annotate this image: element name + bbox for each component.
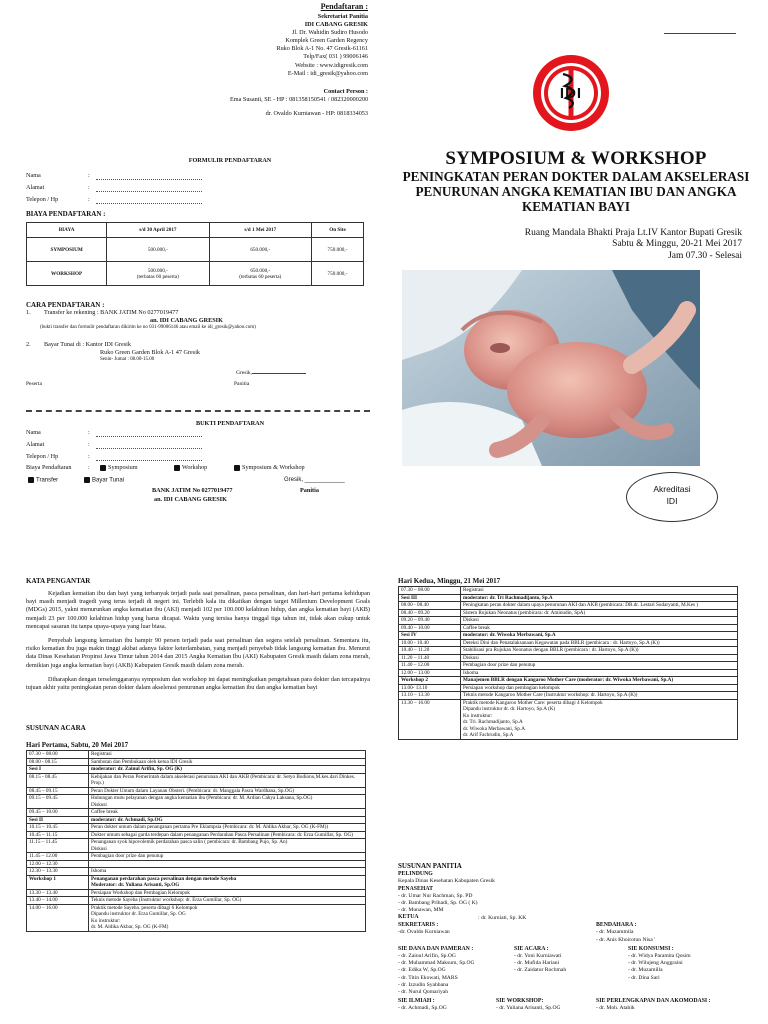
checkbox-icon[interactable]	[84, 477, 90, 483]
role-member: - dr. Edika W, Sp.OG	[398, 967, 446, 974]
field-label: Alamat	[26, 440, 45, 448]
schedule-time: 10.45 – 11.15	[27, 831, 89, 839]
checkbox-icon[interactable]	[28, 477, 34, 483]
proof-fee-options: Biaya Pendaftaran : Symposium Workshop Symposium & Workshop	[26, 464, 305, 471]
option-label: Bayar Tunai	[92, 477, 125, 484]
schedule-item: Sistem Rujukan Neonatus (pembicara: dr. Aminudin, SpA)	[461, 609, 738, 617]
role-member: - dr. Achmadi, Sp.OG	[398, 1005, 447, 1012]
schedule-time: 12.00 – 12.30	[27, 860, 89, 868]
registration-line: Telp/Fax( 031 ) 99006146	[303, 53, 368, 61]
role-heading: PELINDUNG	[398, 870, 433, 877]
schedule-day2-table	[398, 586, 738, 740]
option-both[interactable]	[234, 464, 305, 472]
schedule-time: 14.00 – 16.00	[27, 904, 89, 931]
fee-cell: SYMPOSIUM	[27, 238, 107, 262]
committee-section	[398, 862, 758, 1013]
role-member: - dr. Anis Khoirotun Nisa '	[596, 936, 656, 943]
registration-line: Jl. Dr. Wahidin Sudiro Husodo	[291, 28, 368, 36]
schedule-item: Coffee break	[461, 624, 738, 632]
pay-cash[interactable]	[84, 477, 284, 484]
schedule-time: 07.30 – 08.00	[27, 751, 89, 759]
schedule-item: moderator: dr. Zainul Arifin, Sp. OG (K)	[89, 766, 366, 774]
paragraph: Penyebab langsung kematian ibu hampir 90 persen terjadi pada saat persalinan dan segera setelah persalinan. Sementara itu, risiko kematian ibu juga makin tinggi akibat adanya faktor keterlambatan, yang menjadi penyebab tidak langsung kematian ibu. Menurut data Dinas Kesehatan Propinsi Jawa Timur tahun 2014 dan 2015 Angka Kematian Ibu (AKI) Kabupaten Gresik masih dalam zona merah, demikian juga angka kematian bayi (AKB) Kabupaten Gresik masih dalam zona merah.	[26, 636, 370, 669]
badge-line: Akreditasi	[653, 484, 691, 494]
schedule-session-row	[27, 766, 366, 774]
fee-cell: 500.000,-	[107, 238, 209, 262]
schedule-item	[89, 860, 366, 868]
schedule-item: Persiapan workshop dan pembagian kelompok	[461, 684, 738, 692]
field-label: Nama	[26, 428, 41, 436]
kata-pengantar-title: KATA PENGANTAR	[26, 577, 91, 585]
option-symposium[interactable]	[100, 464, 174, 472]
form-field-phone[interactable]: Telepon / Hp :	[26, 192, 202, 204]
schedule-time: 08.00 - 08.15	[27, 758, 89, 766]
schedule-item: Dokter umum sebagai garda terdepan dalam penanganan Perdarahan Pasca Persalinan (Pembicara: dr. Erza Gumillar, Sp. OG)	[89, 831, 366, 839]
registration-heading: Pendaftaran :	[320, 2, 368, 11]
schedule-time: Sesi II	[27, 816, 89, 824]
proof-bank: BANK JATIM No 0277019477	[152, 487, 233, 494]
schedule-time: 09.45 – 10.00	[27, 809, 89, 817]
schedule-session-row	[399, 677, 738, 685]
schedule-time: 11.45 – 12.00	[27, 853, 89, 861]
role-member: - dr. Dina Sari	[628, 974, 660, 981]
schedule-item: Diskusi	[461, 617, 738, 625]
contact-heading: Contact Person :	[323, 88, 368, 96]
schedule-item: Penanganan perdarahan pasca persalinan dengan metode Sayeba Moderator: dr. Yuliana Arisanti, Sp.OG	[89, 875, 366, 889]
registration-line: Komplek Green Garden Regency	[285, 37, 368, 45]
role-heading: SIE WORKSHOP:	[496, 998, 544, 1005]
schedule-row	[399, 617, 738, 625]
schedule-time: 11.15 – 11.45	[27, 839, 89, 853]
schedule-row	[399, 684, 738, 692]
role-member: : dr. Kurniati, Sp. KK	[478, 914, 527, 921]
paragraph: Kejadian kematian ibu dan bayi yang terbanyak terjadi pada saat persalinan, pasca persalinan, dan hari-hari pertama kehidupan bayi masih menjadi tragedi yang terus terjadi di negeri ini. Terlebih kala itu dikaitkan dengan target Millenium Development Goals (MDGs) 2015, yakni menurunkan angka kematian ibu (AKI) menjadi 102 per 100.000 kelahiran hidup, dan angka kematian bayi (AKB) menjadi 23 per 100.000 kelahiran hidup yang harus dicapai. Waktu yang tersisa hanya tinggal tiga tahun ini, tidak akan cukup untuk mencapai sasaran itu tanpa upaya-upaya yang luar biasa.	[26, 590, 370, 630]
schedule-time: 13.00- 13.10	[399, 684, 461, 692]
kata-pengantar-body	[26, 590, 370, 692]
registration-website[interactable]: Website : www.idigresik.com	[295, 61, 368, 69]
schedule-time: 09.15 – 09.45	[27, 795, 89, 809]
day1-title: Hari Pertama, Sabtu, 20 Mei 2017	[26, 741, 129, 749]
schedule-item: Hubungan mutu pelayanan dengan angka kematian ibu (Pembicara: dr. M. Ardian Cahya Laksana, Sp.OG) Diskusi	[89, 795, 366, 809]
role-member: - dr. Zainul Arifin, Sp.OG	[398, 953, 456, 960]
schedule-item: Registrasi	[461, 587, 738, 595]
schedule-item: Peran Dokter Umum dalam Layanan Obsteri. (Pembicara: dr. Manggala Pasca Wardhana, Sp.OG)	[89, 787, 366, 795]
idi-logo	[530, 52, 612, 134]
fee-header: On Site	[311, 223, 363, 238]
schedule-time: 12.30 – 13.30	[27, 868, 89, 876]
sign-peserta: Peserta	[26, 381, 42, 387]
schedule-item: Ishoma	[461, 669, 738, 677]
venue-time: Jam 07.30 - Selesai	[668, 250, 742, 261]
option-label: Workshop	[182, 464, 208, 471]
field-label: Alamat	[26, 183, 45, 191]
role-heading: SIE ACARA :	[514, 945, 549, 952]
schedule-time: 12.00 – 13.00	[399, 669, 461, 677]
role-member: -dr. Ovaldo Kurniawan	[398, 929, 450, 936]
role-member: - dr. Izzudin Syahbana	[398, 981, 449, 988]
registration-email[interactable]: E-Mail : idi_gresik@yahoo.com	[287, 69, 368, 77]
role-member: - dr. Muzamilla	[628, 967, 663, 974]
fee-table	[26, 222, 364, 286]
method-cash: Bayar Tunai di : Kantor IDI Gresik	[44, 340, 131, 348]
schedule-time: 10.00 - 10.40	[399, 639, 461, 647]
schedule-row	[27, 795, 366, 809]
field-line[interactable]	[96, 429, 202, 437]
schedule-item: Teknis metode Kangaroo Mother Care (Instruktur workshop: dr. Hartoyo, Sp.A (K))	[461, 692, 738, 700]
schedule-time: 13.40 – 14.00	[27, 897, 89, 905]
role-heading: SIE PERLENGKAPAN DAN AKOMODASI :	[596, 998, 711, 1005]
schedule-item: Teknis metode Sayeba (Instruktur workshop: dr. Erza Gumillar, Sp. OG)	[89, 897, 366, 905]
checkbox-icon[interactable]	[234, 465, 240, 471]
role-heading: KETUA	[398, 914, 419, 921]
schedule-row	[399, 647, 738, 655]
method-transfer-an: an. IDI CABANG GRESIK	[150, 317, 223, 325]
contact-line: dr. Ovaldo Kurniawan - HP: 0818334053	[265, 110, 368, 118]
field-line[interactable]	[96, 453, 202, 461]
schedule-row	[399, 699, 738, 739]
role-member: - dr. Muhammad Maksum, Sp.OG	[398, 960, 475, 967]
proof-gresik: Gresik, ____________	[284, 477, 345, 483]
role-member: - dr. Muzammila	[596, 929, 634, 936]
role-heading: SIE ILMIAH :	[398, 998, 435, 1005]
schedule-item: Diskusi	[461, 654, 738, 662]
schedule-item: Praktik metode Sayeba. peserta dibagi 6 Kelompok Dipandu instruktor dr. Erza Gumillar, Sp. OG Ko instruktur: dr. M. Aldika Akbar, Sp. OG (K-FM)	[89, 904, 366, 931]
method-title: CARA PENDAFTARAN :	[26, 301, 105, 309]
role-member: - dr. Yuliana Arisanti, Sp.OG	[496, 1005, 561, 1012]
schedule-row	[27, 751, 366, 759]
schedule-row	[27, 773, 366, 787]
schedule-time: Sesi III	[399, 594, 461, 602]
proof-form	[26, 425, 202, 461]
proof-field-phone[interactable]: Telepon / Hp :	[26, 449, 202, 461]
venue-place: Ruang Mandala Bhakti Praja Lt.IV Kantor Bupati Gresik	[524, 228, 742, 238]
field-label: Nama	[26, 171, 41, 179]
schedule-time: 08.15 - 08.45	[27, 773, 89, 787]
schedule-item: moderator: dr. Tri Rachmadijanto, Sp.A	[461, 594, 738, 602]
schedule-time: 13.30 – 16.00	[399, 699, 461, 739]
schedule-item: Kebijakan dan Peran Pemerintah dalam akselerasi penurunan AKI dan AKB (Pembicara: dr. Setyo Budiono,M.kes.dari Dinkes. Prop.)	[89, 773, 366, 787]
field-line[interactable]	[96, 172, 202, 180]
registration-line: Ruko Blok A-1 No. 47 Gresik-61161	[276, 45, 368, 53]
susunan-acara-title: SUSUNAN ACARA	[26, 724, 86, 732]
method-cash-hours: Senin- Jumat : 08.00-15.00	[100, 357, 155, 363]
schedule-row	[399, 692, 738, 700]
committee-title: SUSUNAN PANITIA	[398, 862, 462, 870]
schedule-row	[27, 868, 366, 876]
schedule-row	[399, 609, 738, 617]
registration-line: Sekretariat Panitia	[317, 12, 368, 20]
schedule-item: Deteksi Dini dan Penatalaksanaan Kegawatan pada BBLR (pembicara : dr. Hartoyo, Sp.A (K))	[461, 639, 738, 647]
role-heading: SIE KONSUMSI :	[628, 945, 674, 952]
fee-header: BIAYA	[27, 223, 107, 238]
schedule-time: Workshop 1	[27, 875, 89, 889]
method-list	[26, 309, 366, 364]
field-line[interactable]	[96, 196, 202, 204]
schedule-item: Stabilisasi pra Rujukan Neonatus dengan BBLR (pembicara : dr. Hartoyo, Sp.A (K))	[461, 647, 738, 655]
fee-header: s/d 30 April 2017	[107, 223, 209, 238]
fee-header-row	[27, 223, 364, 238]
proof-field-name[interactable]: Nama :	[26, 425, 202, 437]
logo-text: IDI	[559, 85, 583, 102]
schedule-time: 09.40 – 10.00	[399, 624, 461, 632]
schedule-time: Sesi I	[27, 766, 89, 774]
role-heading: SEKRETARIS :	[398, 921, 439, 928]
schedule-item: Penanganan syok hipovolemik perdarahan pasca salin ( pembicara: dr. Bambang Pujo, Sp. An) Diskusi	[89, 839, 366, 853]
method-cash-address: Ruko Green Garden Blok A-1 47 Gresik	[100, 349, 201, 357]
fee-row	[27, 262, 364, 286]
role-heading: BENDAHARA :	[596, 921, 637, 928]
role-heading: PENASEHAT	[398, 885, 434, 892]
schedule-time: 13.10 – 13.30	[399, 692, 461, 700]
role-member: - dr. Yoni Kurniawati	[514, 953, 562, 960]
schedule-time: Sesi IV	[399, 632, 461, 640]
schedule-time: 08.45 – 09.15	[27, 787, 89, 795]
schedule-item: Peran dokter umum dalam penanganan pertama Pre Eklampsia (Pembicara: dr. M. Aldika Akbar, Sp. OG (K-FM))	[89, 824, 366, 832]
event-subtitle: PENINGKATAN PERAN DOKTER DALAM AKSELERASI PENURUNAN ANGKA KEMATIAN IBU DAN ANGKA KEMATIAN BAYI	[402, 169, 750, 214]
role-member: - dr. Zaidatur Rochmah	[514, 967, 567, 974]
schedule-time: 08.00 - 08.40	[399, 602, 461, 610]
role-member: - dr. Bambang Prihadi, Sp. OG ( K)	[398, 900, 478, 907]
schedule-row	[27, 839, 366, 853]
proof-field-address[interactable]: Alamat :	[26, 437, 202, 449]
schedule-item: Coffee break	[89, 809, 366, 817]
schedule-item: Manajemen BBLR dengan Kangaroo Mother Care (moderator: dr. Wiwoka Merbawani, Sp.A)	[461, 677, 738, 685]
role-member: - dr. Mufida Hariani	[514, 960, 560, 967]
method-transfer: Transfer ke rekening : BANK JATIM No 0277019477	[44, 309, 179, 316]
method-number: 2.	[26, 340, 31, 348]
paragraph: Diharapkan dengan terselenggaranya symposium dan workshop ini dapat meningkatkan pengetahuan para dokter dan tercapainya tujuan akhir yaitu peningkatan peran dokter dalam akselerasi penurunan angka kematian ibu dan angka kematian bayi	[26, 675, 370, 691]
schedule-item: Peningkatan peran dokter dalam upaya penurunan AKI dan AKB (pembicara: DR.dr. Lestari Sudaryanti, M.Kes )	[461, 602, 738, 610]
schedule-row	[27, 860, 366, 868]
schedule-row	[399, 669, 738, 677]
event-venue	[525, 228, 742, 262]
schedule-row	[27, 809, 366, 817]
schedule-row	[27, 889, 366, 897]
role-member: - dr. Wilujeng Anggraini	[628, 960, 683, 967]
role-member: - dr. Titin Ekowati, MARS	[398, 974, 458, 981]
schedule-time: 07.30 – 08.00	[399, 587, 461, 595]
proof-panitia: Panitia	[300, 487, 319, 494]
schedule-row	[399, 587, 738, 595]
fee-cell: WORKSHOP	[27, 262, 107, 286]
pay-transfer[interactable]	[28, 477, 84, 484]
fee-header: s/d 1 Mei 2017	[209, 223, 311, 238]
field-label: Telepon / Hp	[26, 452, 59, 460]
role-member: - dr. Moh. Atabik	[596, 1005, 635, 1012]
sign-panitia: Panitia	[234, 381, 250, 387]
newborn-photo	[402, 270, 700, 466]
checkbox-icon[interactable]	[174, 465, 180, 471]
schedule-row	[399, 654, 738, 662]
schedule-day1-table	[26, 750, 366, 932]
newborn-illustration	[402, 270, 700, 466]
field-label: Telepon / Hp	[26, 195, 59, 203]
role-member: - dr. Munawan, MM	[398, 907, 444, 914]
role-member: Kepala Dinas Kesehatan Kabupaten Gresik	[398, 878, 495, 885]
venue-date: Sabtu & Minggu, 20-21 Mei 2017	[612, 239, 742, 250]
schedule-row	[27, 897, 366, 905]
gresik-label: Gresik,	[236, 370, 253, 376]
cut-line	[26, 410, 370, 412]
fee-title: BIAYA PENDAFTARAN :	[26, 210, 106, 218]
role-member: - dr. Umar Nur Rachman, Sp. PD	[398, 892, 473, 899]
schedule-time: 11.20 – 11.40	[399, 654, 461, 662]
schedule-row	[27, 787, 366, 795]
method-number: 1.	[26, 309, 31, 316]
event-title: SYMPOSIUM & WORKSHOP	[445, 148, 707, 169]
proof-bank-an: an. IDI CABANG GRESIK	[154, 496, 227, 503]
form-title: FORMULIR PENDAFTARAN	[188, 157, 272, 164]
schedule-row	[27, 758, 366, 766]
form-field-name[interactable]: Nama :	[26, 168, 202, 180]
form-field-address[interactable]: Alamat :	[26, 180, 202, 192]
fee-row	[27, 238, 364, 262]
field-line[interactable]	[96, 184, 202, 192]
schedule-session-row	[399, 632, 738, 640]
schedule-time: 10.15 – 10.45	[27, 824, 89, 832]
role-heading: SIE DANA DAN PAMERAN :	[398, 945, 474, 952]
option-label: Symposium	[108, 464, 138, 471]
option-label: Transfer	[36, 477, 59, 484]
proof-title: BUKTI PENDAFTARAN	[195, 420, 265, 427]
biaya-label: Biaya Pendaftaran	[26, 464, 72, 471]
fee-cell: 650.000,-	[209, 238, 311, 262]
date-line[interactable]	[252, 373, 306, 374]
checkbox-icon[interactable]	[100, 465, 106, 471]
accreditation-badge	[626, 472, 718, 522]
schedule-row	[27, 831, 366, 839]
schedule-row	[27, 824, 366, 832]
option-workshop[interactable]	[174, 464, 234, 472]
schedule-session-row	[399, 594, 738, 602]
schedule-item: Ishoma	[89, 868, 366, 876]
schedule-time: Workshop 2	[399, 677, 461, 685]
schedule-row	[399, 662, 738, 670]
top-rule	[664, 33, 736, 34]
fee-cell: 500.000,- (terbatas 60 peserta)	[107, 262, 209, 286]
role-member: - dr. Nurul Qomariyah	[398, 988, 449, 995]
badge-line: IDI	[666, 496, 678, 507]
field-line[interactable]	[96, 441, 202, 449]
method-transfer-note: (bukti transfer dan formulir pendaftaran dikirim ke no 031-99006146 atau email ke idi_gresik@yahoo.com)	[40, 325, 256, 331]
proof-pay-options	[28, 477, 368, 484]
schedule-item: Persiapan Workshop dan Pembagian Kelompok	[89, 889, 366, 897]
schedule-time: 08.40 – 09.20	[399, 609, 461, 617]
fee-cell: 750.000,-	[311, 262, 363, 286]
schedule-item: moderator: dr. Wiwoka Merbawani, Sp.A	[461, 632, 738, 640]
schedule-row	[399, 624, 738, 632]
role-member: - dr. Widya Paramita Qosim	[628, 953, 691, 960]
schedule-session-row	[27, 816, 366, 824]
schedule-row	[399, 602, 738, 610]
form-gresik	[236, 370, 306, 377]
contact-line: Ema Susanti, SE - HP : 081358150541 / 082320000200	[230, 96, 369, 104]
schedule-time: 13.30 – 13.40	[27, 889, 89, 897]
registration-line: IDI CABANG GRESIK	[304, 20, 368, 28]
fee-cell: 650.000,- (terbatas 60 peserta)	[209, 262, 311, 286]
schedule-item: Pembagian door prize dan penutup	[89, 853, 366, 861]
schedule-row	[399, 639, 738, 647]
schedule-row	[27, 853, 366, 861]
schedule-item: Registrasi	[89, 751, 366, 759]
registration-form	[26, 168, 202, 204]
schedule-time: 09.20 – 09.40	[399, 617, 461, 625]
option-label: Symposium & Workshop	[242, 464, 305, 471]
schedule-time: 10.40 – 11.20	[399, 647, 461, 655]
fee-cell: 750.000,-	[311, 238, 363, 262]
schedule-session-row	[27, 875, 366, 889]
schedule-time: 11.40 – 12.00	[399, 662, 461, 670]
day2-title: Hari Kedua, Minggu, 21 Mei 2017	[398, 577, 501, 585]
schedule-item: Sambutan dan Pembukaan oleh ketua IDI Gresik	[89, 758, 366, 766]
schedule-item: Praktik metode Kangaroo Mother Care: peserta dibagi 4 Kelompok Dipandu instruktur dr. dr. Hartoyo, Sp.A (K) Ko instruktur: dr. Tri. Rachmadijanto, Sp.A dr. Wiwoka Merbawani, Sp.A dr. Arif Fachrudin, Sp.A	[461, 699, 738, 739]
schedule-item: Pembagian door prize dan penutup	[461, 662, 738, 670]
schedule-row	[27, 904, 366, 931]
schedule-item: moderator: dr. Achmadi, Sp.OG	[89, 816, 366, 824]
registration-block	[230, 0, 368, 119]
